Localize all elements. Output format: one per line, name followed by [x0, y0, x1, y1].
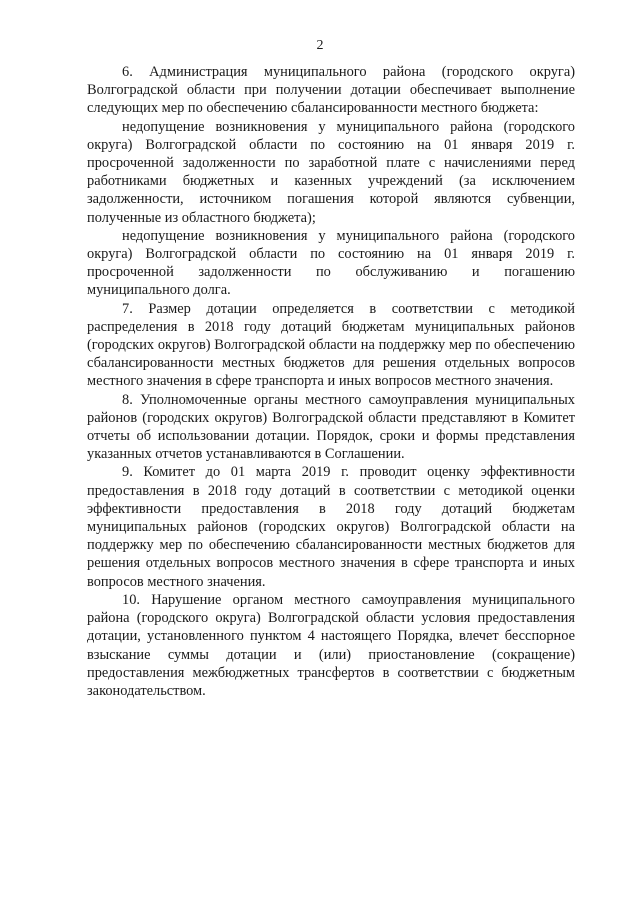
document-body: [87, 63, 575, 700]
paragraph-6-measure-1: недопущение возникновения у муниципального района (городского округа) Волгоградской области по состоянию на 01 января 2019 г. просроченной задолженности по заработной плате с начислениями перед работниками бюджетных и казенных учреждений (за исключением задолженности, источником погашения которой являются субвенции, полученные из областного бюджета);: [87, 118, 575, 226]
paragraph-6: 6. Администрация муниципального района (городского округа) Волгоградской области при получении дотации обеспечивает выполнение следующих мер по обеспечению сбалансированности местного бюджета:: [87, 64, 575, 117]
page-number: 2: [316, 38, 324, 53]
paragraph-10: 10. Нарушение органом местного самоуправления муниципального района (городского округа) Волгоградской области условия предоставления дотации, установленного пунктом 4 настоящего Порядка, влечет бесспорное взыскание суммы дотации и (или) приостановление (сокращение) предоставления межбюджетных трансфертов в соответствии с бюджетным законодательством.: [87, 591, 575, 699]
paragraph-7: 7. Размер дотации определяется в соответствии с методикой распределения в 2018 году дотаций бюджетам муниципальных районов (городских округов) Волгоградской области на поддержку мер по обеспечению сбалансированности местных бюджетов для решения отдельных вопросов местного значения в сфере транспорта и иных вопросов местного значения.: [87, 300, 575, 390]
paragraph-8: 8. Уполномоченные органы местного самоуправления муниципальных районов (городских округов) Волгоградской области представляют в Комитет отчеты об использовании дотации. Порядок, сроки и формы представления указанных отчетов устанавливаются в Соглашении.: [87, 391, 575, 463]
paragraph-9: 9. Комитет до 01 марта 2019 г. проводит оценку эффективности предоставления в 2018 году дотаций в соответствии с методикой оценки эффективности предоставления в 2018 году дотаций бюджетам муниципальных районов (городских округов) Волгоградской области на поддержку мер по обеспечению сбалансированности местных бюджетов для решения отдельных вопросов местного значения в сфере транспорта и иных вопросов местного значения.: [87, 464, 575, 590]
paragraph-6-measure-2: недопущение возникновения у муниципального района (городского округа) Волгоградской области по состоянию на 01 января 2019 г. просроченной задолженности по обслуживанию и погашению муниципального долга.: [87, 227, 575, 299]
